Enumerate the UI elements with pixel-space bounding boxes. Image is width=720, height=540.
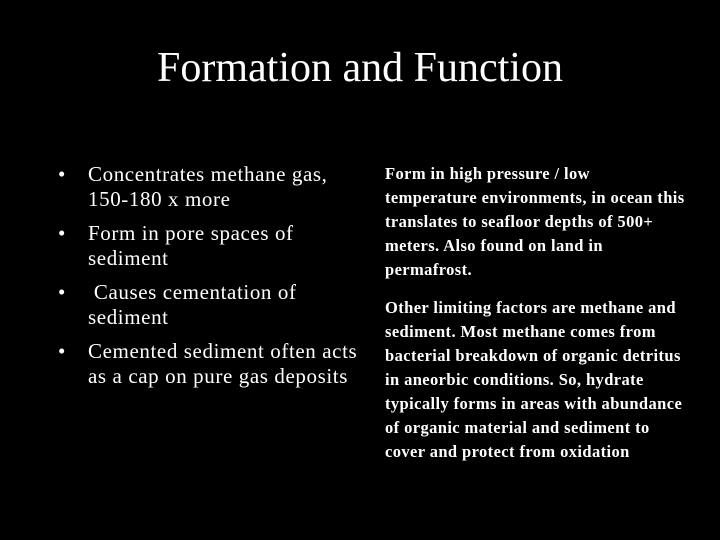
right-text-column (385, 162, 685, 478)
bullet-list (58, 162, 358, 398)
slide-title: Formation and Function (157, 45, 563, 91)
bullet-text: Concentrates methane gas, 150-180 x more (88, 162, 328, 211)
bullet-item (58, 280, 358, 330)
bullet-text: Causes cementation of sediment (88, 280, 303, 329)
bullet-dot-icon: • (58, 162, 66, 186)
paragraph-formation-conditions: Form in high pressure / low temperature environments, in ocean this translates to seafloor depths of 500+ meters. Also found on land in permafrost. (385, 164, 685, 279)
bullet-item (58, 221, 358, 271)
bullet-text: Form in pore spaces of sediment (88, 221, 294, 270)
bullet-item (58, 162, 358, 212)
bullet-item (58, 339, 358, 389)
paragraph-limiting-factors: Other limiting factors are methane and sediment. Most methane comes from bacterial breakdown of organic detritus in aneorbic conditions. So, hydrate typically forms in areas with abundance of organic material and sediment to cover and protect from oxidation (385, 298, 683, 461)
bullet-dot-icon: • (58, 339, 66, 363)
bullet-dot-icon: • (58, 221, 66, 245)
bullet-text: Cemented sediment often acts as a cap on pure gas deposits (88, 339, 358, 388)
bullet-dot-icon: • (58, 280, 66, 304)
